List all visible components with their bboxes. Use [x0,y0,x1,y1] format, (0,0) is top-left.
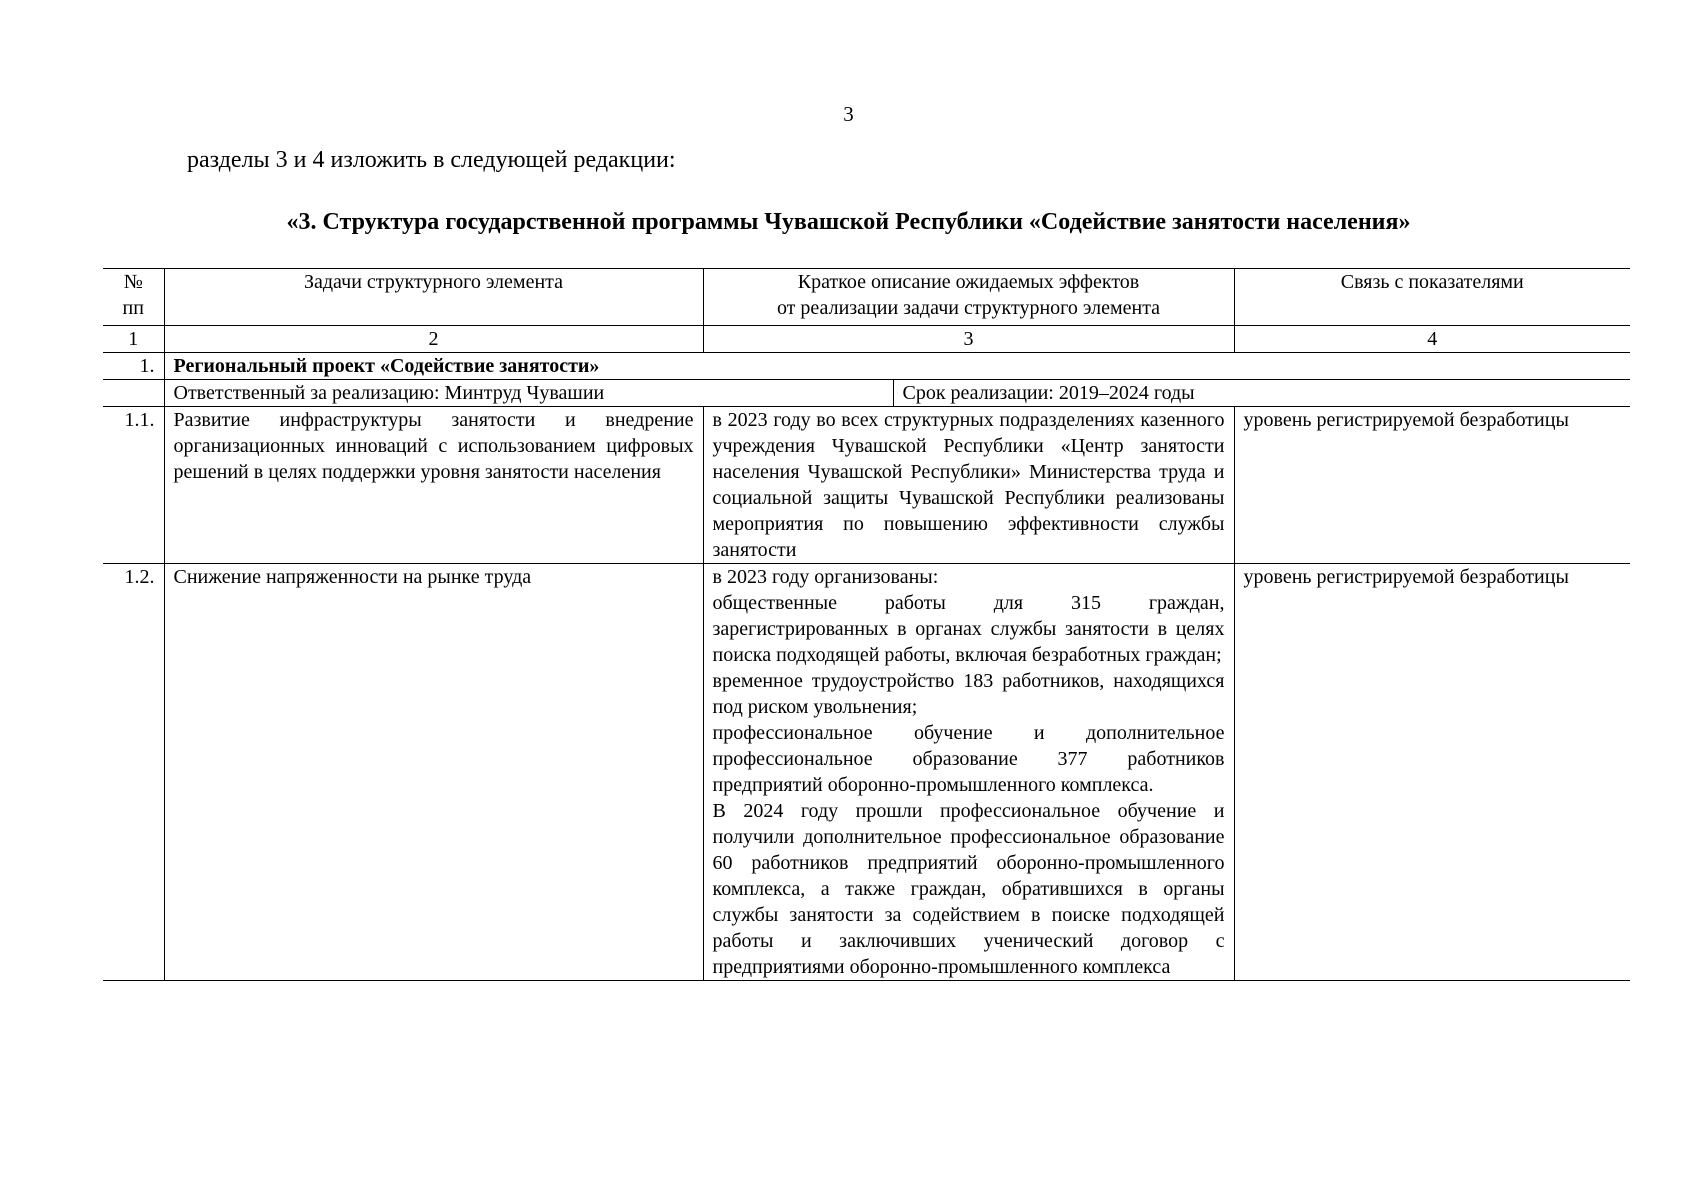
row-task: Развитие инфраструктуры занятости и внедрение организационных инноваций с использованием цифровых решений в целях поддержки уровня занятости населения [164,407,703,564]
structure-table [103,268,1630,981]
section-number: 1. [103,353,164,380]
row-task: Снижение напряженности на рынке труда [164,564,703,981]
row-number: 1.1. [103,407,164,564]
column-number: 1 [103,326,164,353]
table-row [103,564,1630,981]
effect-paragraph: временное трудоустройство 183 работников, находящихся под риском увольнения; [712,670,1225,718]
section-row [103,353,1630,380]
header-number [103,269,164,326]
header-task: Задачи структурного элемента [164,269,703,326]
page-number: 3 [843,102,854,126]
effect-paragraph: в 2023 году организованы: [712,566,939,588]
row-indicator: уровень регистрируемой безработицы [1234,564,1630,981]
section-title: Региональный проект «Содействие занятости» [164,353,1630,380]
effect-paragraph: В 2024 году прошли профессиональное обучение и получили дополнительное профессиональное образование 60 работников предприятий оборонно-промышленного комплекса, а также граждан, обратившихся в органы службы занятости за содействием в поиске подходящей работы и заключивших ученический договор с предприятиями оборонно-промышленного комплекса [712,800,1225,978]
column-number: 2 [164,326,703,353]
row-indicator: уровень регистрируемой безработицы [1234,407,1630,564]
row-effect: в 2023 году во всех структурных подразделениях казенного учреждения Чувашской Республики «Центр занятости населения Чувашской Республики» Министерства труда и социальной защиты Чувашской Республики реализованы мероприятия по повышению эффективности службы занятости [703,407,1234,564]
table-row [103,407,1630,564]
header-effect-line2: от реализации задачи структурного элемента [776,297,1161,319]
section-period: Срок реализации: 2019–2024 годы [893,380,1630,407]
intro-text: разделы 3 и 4 изложить в следующей редакции: [187,147,676,173]
column-number: 3 [703,326,1234,353]
row-number: 1.2. [103,564,164,981]
section-meta-row [103,380,1630,407]
header-number-line1: № [123,271,143,293]
empty-cell [103,380,164,407]
effect-paragraph: профессиональное обучение и дополнительное профессиональное образование 377 работников предприятий оборонно-промышленного комплекса. [712,722,1225,796]
column-number-row [103,326,1630,353]
header-number-line2: пп [122,297,144,319]
header-effect [703,269,1234,326]
section-heading: «3. Структура государственной программы Чувашской Республики «Содействие занятости населения» [286,209,1411,235]
row-effect [703,564,1234,981]
header-effect-line1: Краткое описание ожидаемых эффектов [797,271,1140,293]
section-responsible: Ответственный за реализацию: Минтруд Чувашии [164,380,893,407]
effect-paragraph: общественные работы для 315 граждан, зарегистрированных в органах службы занятости в целях поиска подходящей работы, включая безработных граждан; [712,592,1225,666]
column-number: 4 [1234,326,1630,353]
header-indicator: Связь с показателями [1234,269,1630,326]
table-header-row [103,269,1630,326]
